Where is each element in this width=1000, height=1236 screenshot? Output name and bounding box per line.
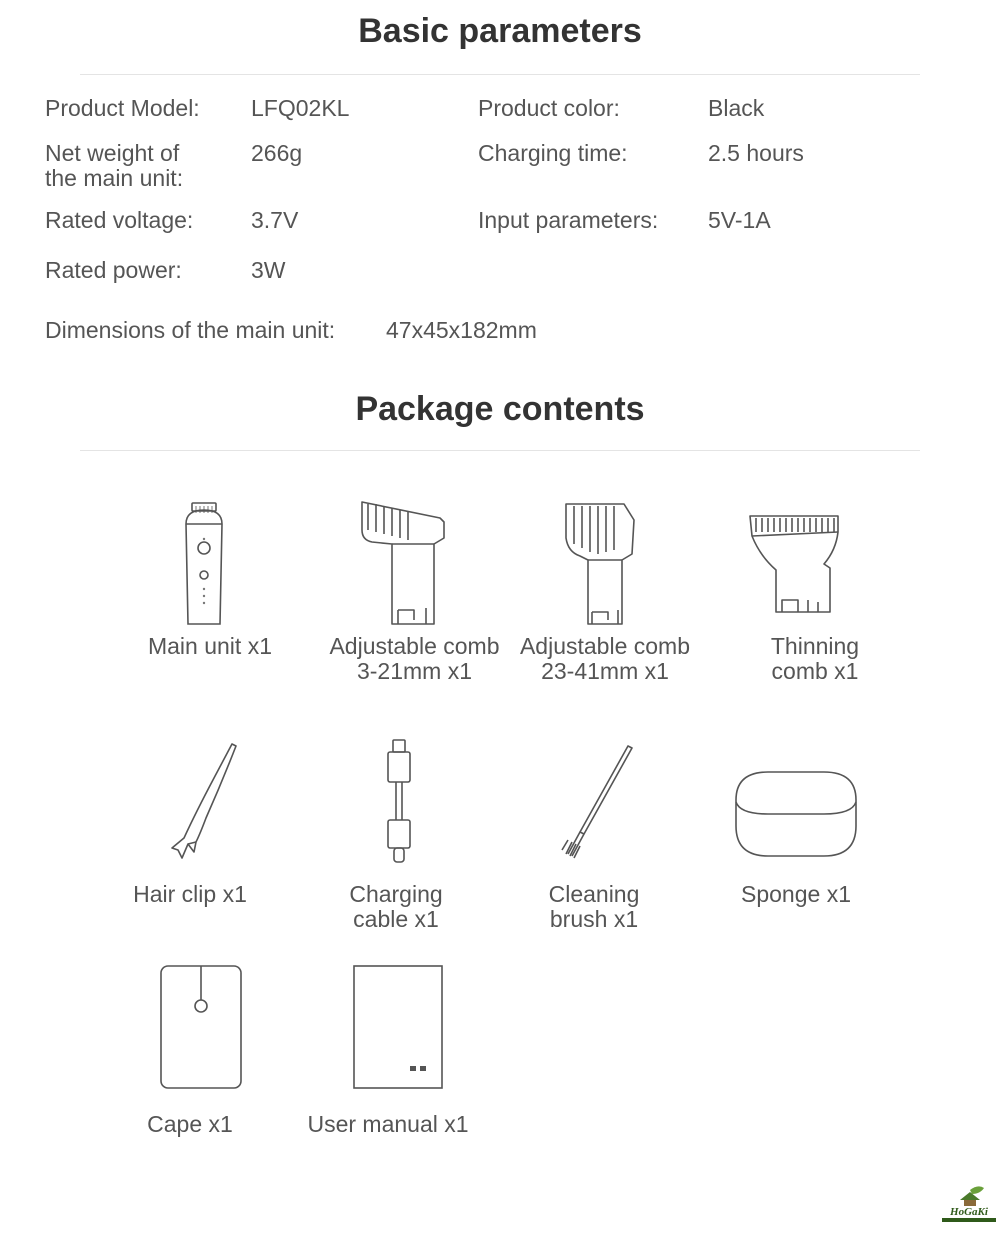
input-parameters-label: Input parameters: [478,207,659,233]
package-item-long-comb: Adjustable comb 23-41mm x1 [519,633,691,684]
short-comb-icon [354,500,450,633]
net-weight-value: 266g [251,140,303,166]
long-comb-icon [562,500,638,633]
title-divider [80,74,920,75]
package-divider [80,450,920,451]
brush-icon [558,744,638,867]
hogaki-logo-text: HoGaKi [950,1206,988,1218]
package-item-sponge: Sponge x1 [741,881,851,907]
rated-voltage-label: Rated voltage: [45,207,194,233]
product-model-label: Product Model: [45,95,200,121]
package-item-brush: Cleaning brush x1 [548,881,640,932]
package-item-thinning-comb: Thinning comb x1 [770,633,860,684]
package-item-cable: Charging cable x1 [349,881,443,932]
rated-voltage-value: 3.7V [251,207,299,233]
product-color-label: Product color: [478,95,620,121]
trimmer-icon [176,500,232,633]
package-item-short-comb: Adjustable comb 3-21mm x1 [329,633,500,684]
input-parameters-value: 5V-1A [708,207,771,233]
charging-time-value: 2.5 hours [708,140,804,166]
package-item-hair-clip: Hair clip x1 [133,881,247,907]
basic-parameters-title: Basic parameters [358,12,642,50]
dimensions-value: 47x45x182mm [386,317,537,343]
sponge-icon [732,770,860,863]
product-color-value: Black [708,95,765,121]
rated-power-label: Rated power: [45,257,182,283]
product-model-value: LFQ02KL [251,95,350,121]
thinning-comb-icon [746,510,842,621]
package-item-manual: User manual x1 [307,1111,469,1137]
hair-clip-icon [166,740,242,869]
net-weight-label: Net weight of the main unit: [45,140,184,191]
cable-icon [384,738,414,871]
package-item-main-unit: Main unit x1 [147,633,272,659]
dimensions-label: Dimensions of the main unit: [45,317,336,343]
charging-time-label: Charging time: [478,140,628,166]
cape-icon [158,964,244,1097]
package-item-cape: Cape x1 [147,1111,233,1137]
hogaki-logo-icon [940,1184,998,1224]
manual-icon [352,964,444,1097]
rated-power-value: 3W [251,257,286,283]
package-contents-title: Package contents [355,390,645,428]
